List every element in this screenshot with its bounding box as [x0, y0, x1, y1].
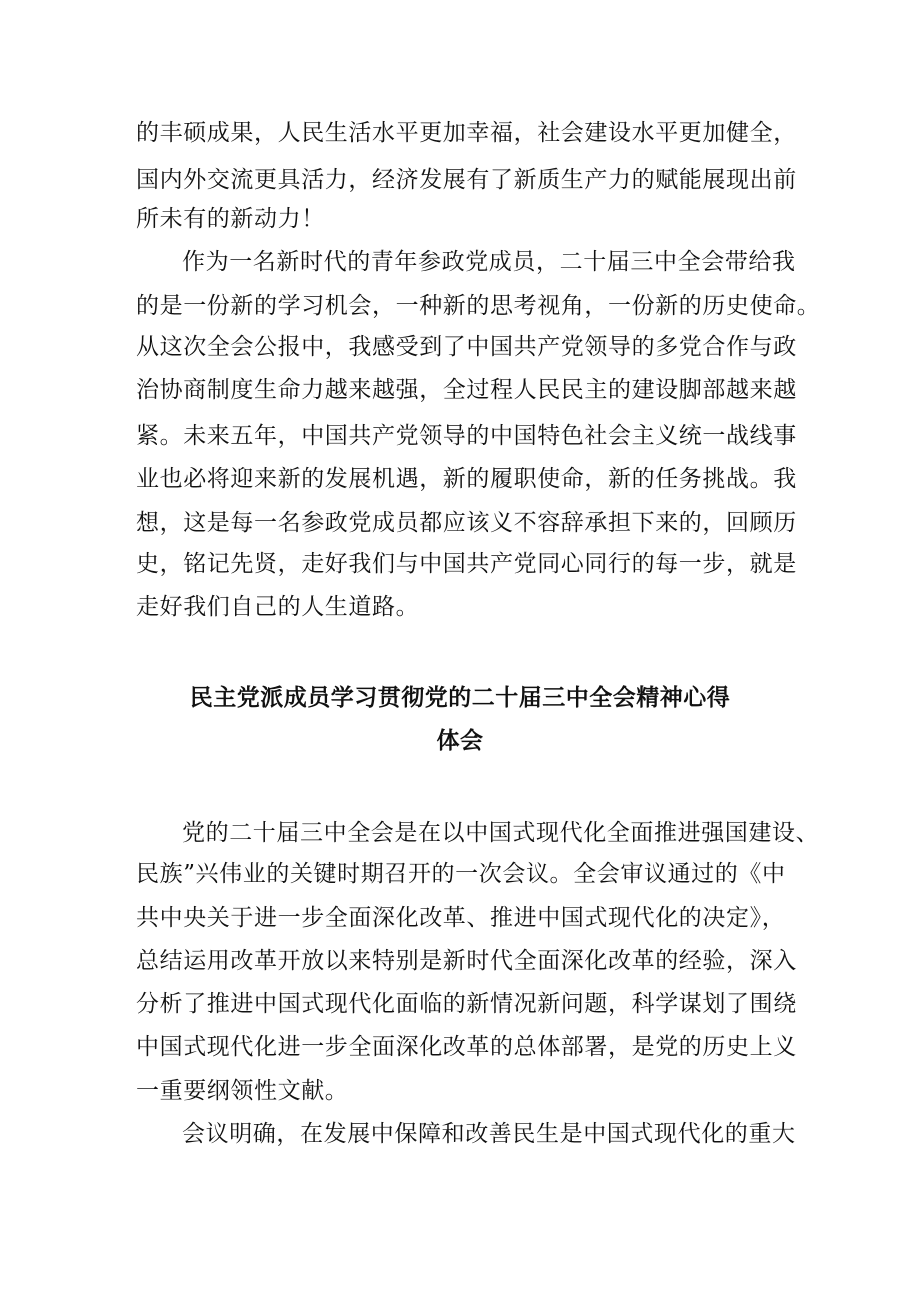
section-title-line-2: 体会	[436, 727, 484, 754]
paragraph-3-line-7: 一重要纲领性文献。	[136, 1078, 349, 1104]
paragraph-2-line-6: 业也必将迎来新的发展机遇，新的履职使命，新的任务挑战。我	[136, 466, 797, 492]
paragraph-1-line-2: 国内外交流更具活力，经济发展有了新质生产力的赋能展现出前	[136, 167, 797, 193]
paragraph-2-line-3: 从这次全会公报中，我感受到了中国共产党领导的多党合作与政	[136, 334, 797, 360]
paragraph-2-line-5: 紧。未来五年，中国共产党领导的中国特色社会主义统一战线事	[136, 423, 797, 449]
paragraph-3-line-5: 分析了推进中国式现代化面临的新情况新问题，科学谋划了围绕	[136, 991, 797, 1017]
paragraph-4-line-1: 会议明确，在发展中保障和改善民生是中国式现代化的重大	[182, 1121, 796, 1147]
section-title-line-1: 民主党派成员学习贯彻党的二十届三中全会精神心得	[189, 684, 731, 711]
paragraph-1-line-1: 的丰硕成果，人民生活水平更加幸福，社会建设水平更加健全，	[136, 120, 797, 146]
paragraph-2-line-1: 作为一名新时代的青年参政党成员，二十届三中全会带给我	[182, 249, 796, 275]
paragraph-3-line-3: 共中央关于进一步全面深化改革、推进中国式现代化的决定》，	[136, 905, 786, 931]
paragraph-2-line-8: 史，铭记先贤，走好我们与中国共产党同心同行的每一步，就是	[136, 551, 797, 577]
paragraph-3-line-2: 民族”兴伟业的关键时期召开的一次会议。全会审议通过的《中	[136, 861, 786, 887]
paragraph-2-line-9: 走好我们自己的人生道路。	[136, 594, 420, 620]
paragraph-3-line-1: 党的二十届三中全会是在以中国式现代化全面推进强国建设、	[182, 820, 820, 846]
paragraph-1-line-3: 所未有的新动力！	[136, 206, 325, 232]
paragraph-2-line-7: 想，这是每一名参政党成员都应该义不容辞承担下来的，回顾历	[136, 510, 797, 536]
paragraph-3-line-6: 中国式现代化进一步全面深化改革的总体部署，是党的历史上义	[136, 1034, 797, 1060]
paragraph-2-line-2: 的是一份新的学习机会，一种新的思考视角，一份新的历史使命。	[136, 293, 821, 319]
paragraph-2-line-4: 治协商制度生命力越来越强，全过程人民民主的建设脚部越来越	[136, 377, 797, 403]
paragraph-3-line-4: 总结运用改革开放以来特别是新时代全面深化改革的经验，深入	[136, 948, 797, 974]
